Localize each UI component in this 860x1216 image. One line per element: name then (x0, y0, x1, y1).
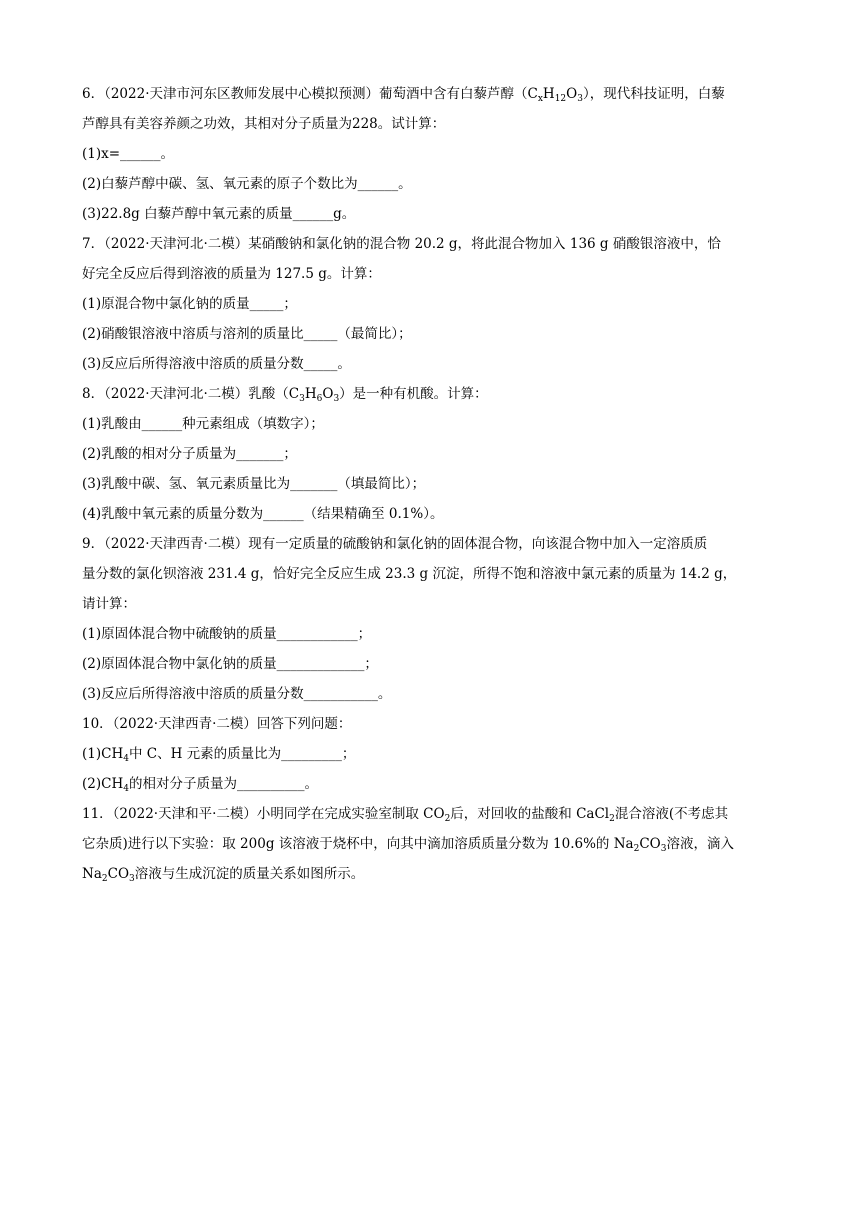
text-line (82, 836, 782, 853)
text-line (82, 146, 782, 163)
text-run: (3)22.8g 白藜芦醇中氧元素的质量______g。 (82, 206, 356, 222)
text-run: 溶液与生成沉淀的质量关系如图所示。 (134, 866, 365, 882)
text-line (82, 746, 782, 763)
subscript: 12 (554, 94, 567, 104)
text-run: Na (82, 866, 102, 882)
text-line (82, 476, 782, 493)
text-line (82, 536, 782, 553)
text-run: CO (107, 866, 130, 882)
text-run: 溶液，滴入 (666, 836, 734, 852)
text-run: O (322, 386, 334, 402)
text-run: 10．（2022·天津西青·二模）回答下列问题： (82, 716, 352, 732)
text-line (82, 506, 782, 523)
subscript: 4 (123, 754, 129, 764)
text-line (82, 116, 782, 133)
text-run: (1)原混合物中氯化钠的质量_____； (82, 296, 297, 312)
text-line (82, 566, 782, 583)
text-run: (1)乳酸由______种元素组成（填数字）； (82, 416, 324, 432)
subscript: 3 (333, 394, 340, 404)
text-line (82, 266, 782, 283)
text-line (82, 716, 782, 733)
text-run: (1)原固体混合物中硫酸钠的质量____________； (82, 626, 372, 642)
subscript: 2 (444, 814, 451, 824)
text-run: H (542, 86, 555, 102)
text-run: 请计算： (82, 596, 136, 612)
text-run: 芦醇具有美容养颜之功效，其相对分子质量为228。试计算： (82, 116, 446, 132)
text-line (82, 776, 782, 793)
text-line (82, 446, 782, 463)
text-run: 中 C、H 元素的质量比为_________； (128, 746, 356, 762)
question-text-block (82, 86, 782, 896)
text-line (82, 176, 782, 193)
text-run: ）是一种有机酸。计算： (339, 386, 488, 402)
text-run: (2)硝酸银溶液中溶质与溶剂的质量比_____（最简比）； (82, 326, 412, 342)
subscript: 2 (633, 844, 640, 854)
text-run: (2)乳酸的相对分子质量为_______； (82, 446, 297, 462)
text-line (82, 866, 782, 883)
subscript: 3 (577, 94, 583, 104)
subscript: 3 (129, 874, 135, 884)
text-line (82, 656, 782, 673)
subscript: 3 (299, 394, 305, 404)
text-run: O (566, 86, 578, 102)
subscript: 2 (101, 874, 108, 884)
text-run: (4)乳酸中氧元素的质量分数为______（结果精确至 0.1%）。 (82, 506, 444, 522)
text-line (82, 296, 782, 313)
text-run: (2)CH (82, 776, 124, 792)
text-line (82, 806, 782, 823)
text-line (82, 326, 782, 343)
text-run: CO (639, 836, 661, 852)
text-run: (2)原固体混合物中氯化钠的质量_____________； (82, 656, 378, 672)
text-run: 它杂质)进行以下实验：取 200g 该溶液于烧杯中，向其中滴加溶质质量分数为 10.6%的 Na (82, 836, 634, 852)
text-line (82, 596, 782, 613)
text-run: (3)乳酸中碳、氢、氧元素质量比为_______（填最简比）； (82, 476, 426, 492)
text-run: 后，对回收的盐酸和 CaCl (450, 806, 610, 822)
subscript: 4 (123, 784, 129, 794)
text-line (82, 386, 782, 403)
text-run: 7．（2022·天津河北·二模）某硝酸钠和氯化钠的混合物 20.2 g，将此混合物加入 136 g 硝酸银溶液中，恰 (82, 236, 721, 252)
text-run: H (304, 386, 317, 402)
text-run: 11．（2022·天津和平·二模）小明同学在完成实验室制取 CO (82, 806, 445, 822)
subscript: x (537, 94, 543, 104)
subscript: 3 (660, 844, 667, 854)
text-line (82, 236, 782, 253)
text-run: (1)CH (82, 746, 124, 762)
text-line (82, 626, 782, 643)
text-run: 8．（2022·天津河北·二模）乳酸（C (82, 386, 300, 402)
text-run: ），现代科技证明，白藜 (582, 86, 725, 102)
text-line (82, 206, 782, 223)
text-run: (3)反应后所得溶液中溶质的质量分数_____。 (82, 356, 351, 372)
text-line (82, 686, 782, 703)
text-run: (1)x=______。 (82, 146, 175, 162)
text-run: 量分数的氯化钡溶液 231.4 g，恰好完全反应生成 23.3 g 沉淀，所得不饱和溶液中氯元素的质量为 14.2 g， (82, 566, 737, 582)
text-run: 6．（2022·天津市河东区教师发展中心模拟预测）葡萄酒中含有白藜芦醇（C (82, 86, 538, 102)
text-run: (2)白藜芦醇中碳、氢、氧元素的原子个数比为______。 (82, 176, 412, 192)
text-line (82, 86, 782, 103)
text-run: 好完全反应后得到溶液的质量为 127.5 g。计算： (82, 266, 381, 282)
text-line (82, 416, 782, 433)
text-run: 9．（2022·天津西青·二模）现有一定质量的硫酸钠和氯化钠的固体混合物，向该混合物中加入一定溶质质 (82, 536, 708, 552)
text-run: 混合溶液(不考虑其 (614, 806, 729, 822)
subscript: 2 (609, 814, 615, 824)
text-line (82, 356, 782, 373)
text-run: 的相对分子质量为__________。 (128, 776, 318, 792)
subscript: 6 (316, 394, 323, 404)
text-run: (3)反应后所得溶液中溶质的质量分数___________。 (82, 686, 392, 702)
